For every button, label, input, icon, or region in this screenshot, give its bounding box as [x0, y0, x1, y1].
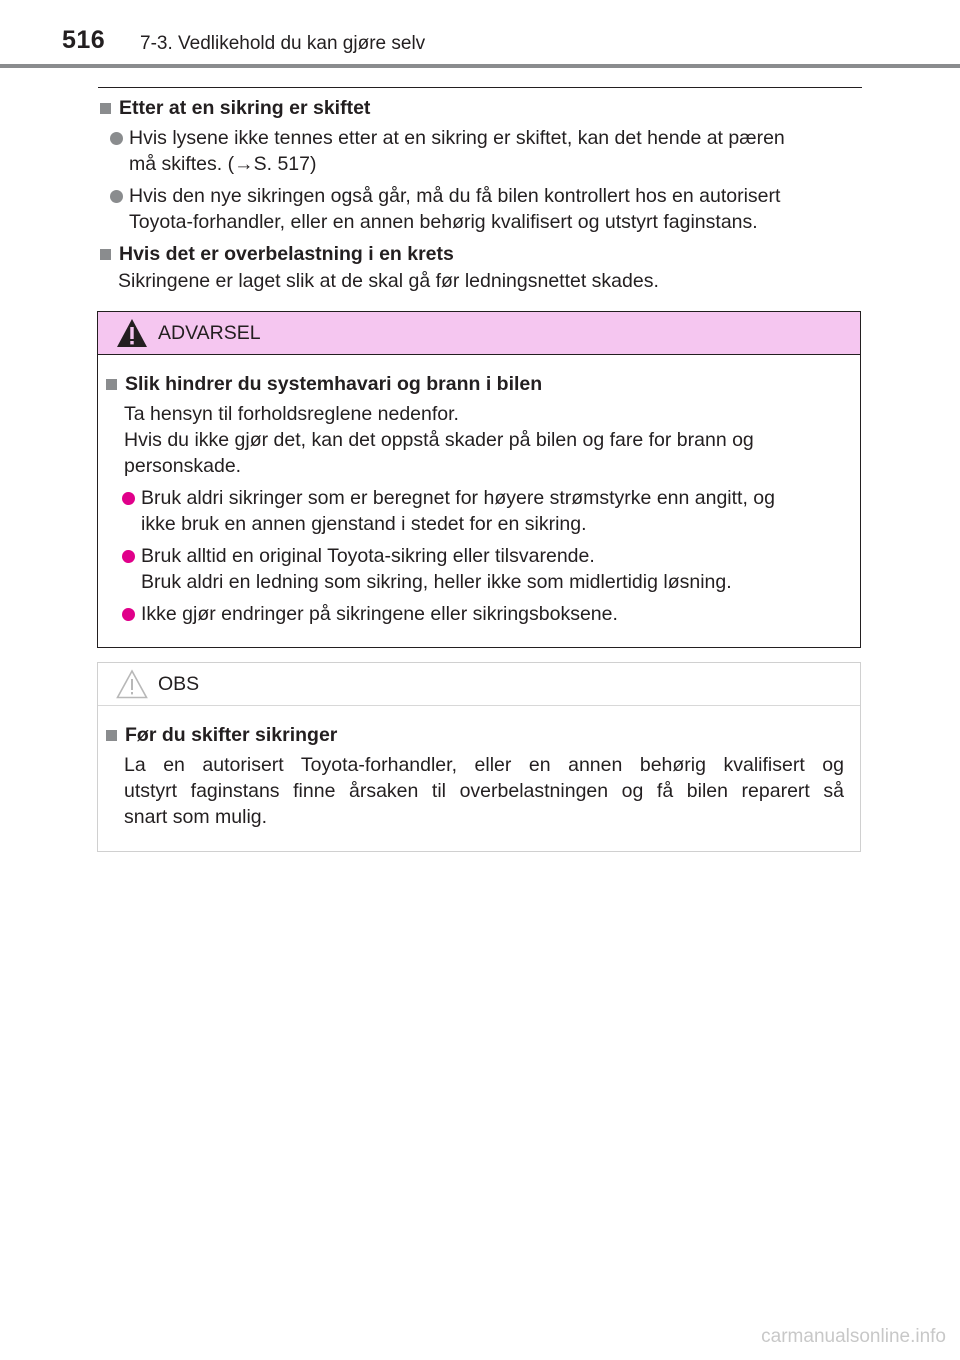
- list-item: Hvis den nye sikringen også går, må du få bilen kontrollert hos en autorisert Toyota-forhandler, eller en annen behørig kvalifisert og utstyrt faginstans.: [98, 183, 862, 235]
- section-text: Sikringene er laget slik at de skal gå før ledningsnettet skades.: [118, 270, 659, 292]
- notice-title: OBS: [158, 673, 200, 695]
- list-item: Hvis lysene ikke tennes etter at en sikring er skiftet, kan det hende at pæren må skiftes. (→S. 517): [98, 125, 862, 177]
- caution-outline-triangle-icon: [116, 669, 148, 699]
- square-bullet-icon: [100, 103, 111, 114]
- warning-header: [98, 312, 860, 355]
- circle-bullet-icon: [122, 608, 135, 621]
- header-rule: [0, 64, 960, 68]
- notice-heading: Før du skifter sikringer: [104, 722, 850, 749]
- notice-header: [98, 663, 860, 706]
- warning-intro: Ta hensyn til forholdsreglene nedenfor. Hvis du ikke gjør det, kan det oppstå skader på bilen og fare for brann og personskade.: [124, 403, 754, 477]
- section-heading-fuse-replaced: Etter at en sikring er skiftet: [98, 95, 862, 122]
- notice-box: [97, 662, 861, 852]
- square-bullet-icon: [100, 249, 111, 260]
- list-item: Bruk aldri sikringer som er beregnet for høyere strømstyrke enn angitt, og ikke bruk en annen gjenstand i stedet for en sikring.: [104, 485, 850, 537]
- circle-bullet-icon: [110, 132, 123, 145]
- page-header: [0, 0, 960, 64]
- warning-heading: Slik hindrer du systemhavari og brann i bilen: [104, 371, 850, 398]
- page-number: 516: [62, 26, 106, 54]
- notice-text: La en autorisert Toyota-forhandler, eller en annen behørig kvalifisert og utstyrt faginstans finne årsaken til overbelastningen og få bilen reparert så snart som mulig.: [124, 754, 844, 828]
- section-heading-overload: Hvis det er overbelastning i en krets: [98, 241, 862, 268]
- warning-title: ADVARSEL: [158, 322, 261, 344]
- list-item: Bruk alltid en original Toyota-sikring eller tilsvarende. Bruk aldri en ledning som sikring, heller ikke som midlertidig løsning.: [104, 543, 850, 595]
- circle-bullet-icon: [122, 492, 135, 505]
- square-bullet-icon: [106, 379, 117, 390]
- warning-box: [97, 311, 861, 648]
- circle-bullet-icon: [110, 190, 123, 203]
- warning-body: [98, 355, 860, 627]
- section-rule: [98, 87, 862, 88]
- list-item: Ikke gjør endringer på sikringene eller sikringsboksene.: [104, 601, 850, 627]
- notice-body: [98, 706, 860, 830]
- chapter-title: 7-3. Vedlikehold du kan gjøre selv: [140, 33, 426, 54]
- warning-triangle-icon: [116, 318, 148, 348]
- circle-bullet-icon: [122, 550, 135, 563]
- watermark: carmanualsonline.info: [761, 1326, 946, 1347]
- main-content: [98, 95, 862, 294]
- square-bullet-icon: [106, 730, 117, 741]
